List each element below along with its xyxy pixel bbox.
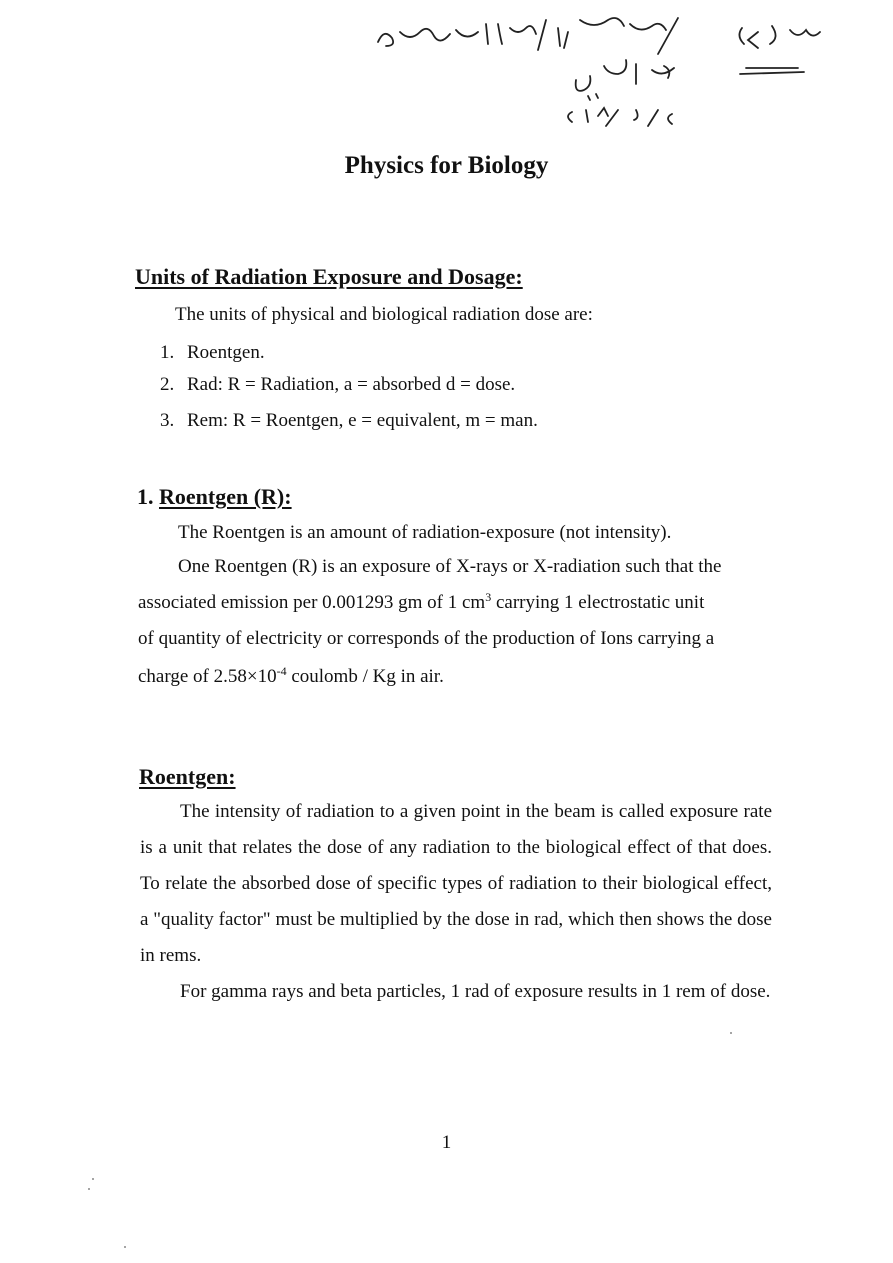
roentgen-r-paragraph-2-line-4: charge of $2.58\times 10^{-4}$ coulomb / Kg in air. — [138, 664, 444, 687]
handwritten-annotation — [360, 10, 840, 130]
roentgen-r-paragraph-1: The Roentgen is an amount of radiation-exposure (not intensity). — [178, 522, 672, 543]
scan-speck — [730, 1032, 732, 1034]
roentgen-paragraph-1: The intensity of radiation to a given point in the beam is called exposure rate is a unit that relates the dose of any radiation to the biological effect of that does. To relate the absorbed dose of specific types of radiation to their biological effect, a "quality factor" must be multiplied by the dose in rad, which then shows the dose in rems. — [140, 801, 772, 966]
units-intro: The units of physical and biological radiation dose are: — [175, 304, 593, 325]
scan-speck — [124, 1246, 126, 1248]
section-heading-roentgen-r: 1. Roentgen (R): — [137, 484, 292, 509]
roentgen-r-paragraph-2-line-2: associated emission per 0.001293 gm of 1 $cm^3$ carrying 1 electrostatic unit — [138, 590, 705, 613]
page-number: 1 — [441, 1132, 452, 1153]
scan-speck — [92, 1178, 94, 1180]
roentgen-r-paragraph-2-line-1: One Roentgen (R) is an exposure of X-rays or X-radiation such that the — [178, 556, 722, 577]
list-item: 2. Rad: R = Radiation, a = absorbed d = dose. — [160, 374, 516, 395]
list-item: 3. Rem: R = Roentgen, e = equivalent, m = man. — [160, 410, 538, 431]
page-title: Physics for Biology — [344, 152, 549, 179]
roentgen-paragraph-2: For gamma rays and beta particles, 1 rad of exposure results in 1 rem of dose. — [180, 981, 771, 1002]
roentgen-r-paragraph-2-line-3: of quantity of electricity or corresponds of the production of Ions carrying a — [138, 628, 715, 649]
section-heading-roentgen: Roentgen: — [139, 764, 236, 789]
scan-speck — [88, 1188, 90, 1190]
section-heading-units: Units of Radiation Exposure and Dosage: — [135, 264, 523, 289]
list-item: 1. Roentgen. — [160, 342, 265, 363]
